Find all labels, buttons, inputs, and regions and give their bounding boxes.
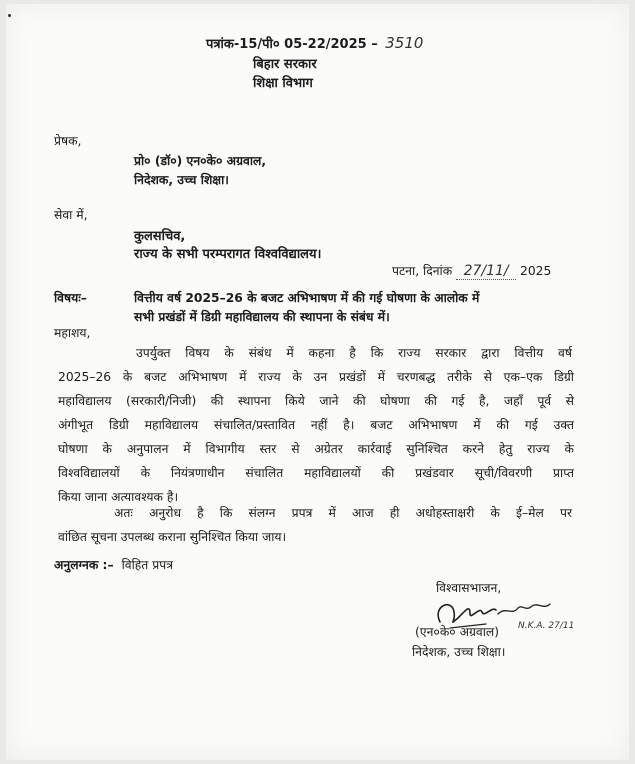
- date-year: 2025: [520, 264, 552, 278]
- reference-number: [206, 34, 423, 52]
- reference-printed: पत्रांक-15/पी० 05-22/2025 –: [206, 37, 378, 52]
- date-handwritten: 27/11/: [456, 263, 516, 280]
- subject-line-2: सभी प्रखंडों में डिग्री महाविद्यालय की स्थापना के संबंध में।: [134, 310, 390, 324]
- recipient-org: राज्य के सभी परम्परागत विश्वविद्यालय।: [134, 247, 322, 262]
- body-para1-line: किया जाना अत्यावश्यक है।: [58, 490, 179, 504]
- department-name: शिक्षा विभाग: [253, 76, 313, 91]
- body-para1-line: महाविद्यालय (सरकारी/निजी) की स्थापना किये जाने की घोषणा की गई है, जहाँ पूर्व से: [58, 394, 574, 408]
- sender-name: प्रो० (डॉ०) एन०के० अग्रवाल,: [134, 154, 267, 168]
- recipient-name: कुलसचिव,: [134, 229, 186, 244]
- recipient-label: सेवा में,: [54, 208, 88, 222]
- reference-handwritten: 3510: [385, 34, 424, 52]
- closing-regards: विश्वासभाजन,: [436, 581, 502, 595]
- enclosure: [54, 556, 173, 573]
- enclosure-label: अनुलग्नक :–: [54, 558, 114, 572]
- body-para1-line: विश्वविद्यालयों के नियंत्रणाधीन संचालित महाविद्यालयों की प्रखंडवार सूची/विवरणी प्राप्त: [58, 466, 574, 480]
- sender-designation: निदेशक, उच्च शिक्षा।: [134, 173, 229, 187]
- closing-designation: निदेशक, उच्च शिक्षा।: [412, 645, 506, 659]
- letter-date: [392, 262, 551, 280]
- sender-label: प्रेषक,: [54, 134, 82, 148]
- salutation: महाशय,: [54, 326, 91, 340]
- signature-text: N.K.A. 27/11: [518, 621, 575, 631]
- body-para1-line: घोषणा के अनुपालन में विभागीय स्तर से अग्रेतर कार्रवाई सुनिश्चित करने हेतु राज्य के: [58, 442, 574, 456]
- body-para1-line: अंगीभूत डिग्री महाविद्यालय संचालित/प्रस्तावित नहीं है। बजट अभिभाषण में की गई उक्त: [58, 418, 574, 432]
- enclosure-value: विहित प्रपत्र: [121, 558, 173, 572]
- body-para1-line: 2025–26 के बजट अभिभाषण में राज्य के उन प्रखंडों में चरणबद्ध तरीके से एक–एक डिग्री: [58, 370, 574, 384]
- date-prefix: पटना, दिनांक: [392, 264, 453, 278]
- body-para2-line: वांछित सूचना उपलब्ध कराना सुनिश्चित किया जाय।: [58, 530, 287, 544]
- scan-speck: [8, 14, 11, 17]
- subject-line-1: वित्तीय वर्ष 2025–26 के बजट अभिभाषण में की गई घोषणा के आलोक में: [134, 291, 480, 305]
- subject-label: विषयः–: [54, 291, 87, 305]
- letter-page: [6, 4, 629, 760]
- body-para1-line: उपर्युक्त विषय के संबंध में कहना है कि राज्य सरकार द्वारा वित्तीय वर्ष: [136, 346, 572, 360]
- government-name: बिहार सरकार: [253, 57, 317, 72]
- closing-name: (एन०के० अग्रवाल): [415, 625, 500, 639]
- body-para2-line: अतः अनुरोध है कि संलग्न प्रपत्र में आज ही अधोहस्ताक्षरी के ई–मेल पर: [114, 506, 572, 520]
